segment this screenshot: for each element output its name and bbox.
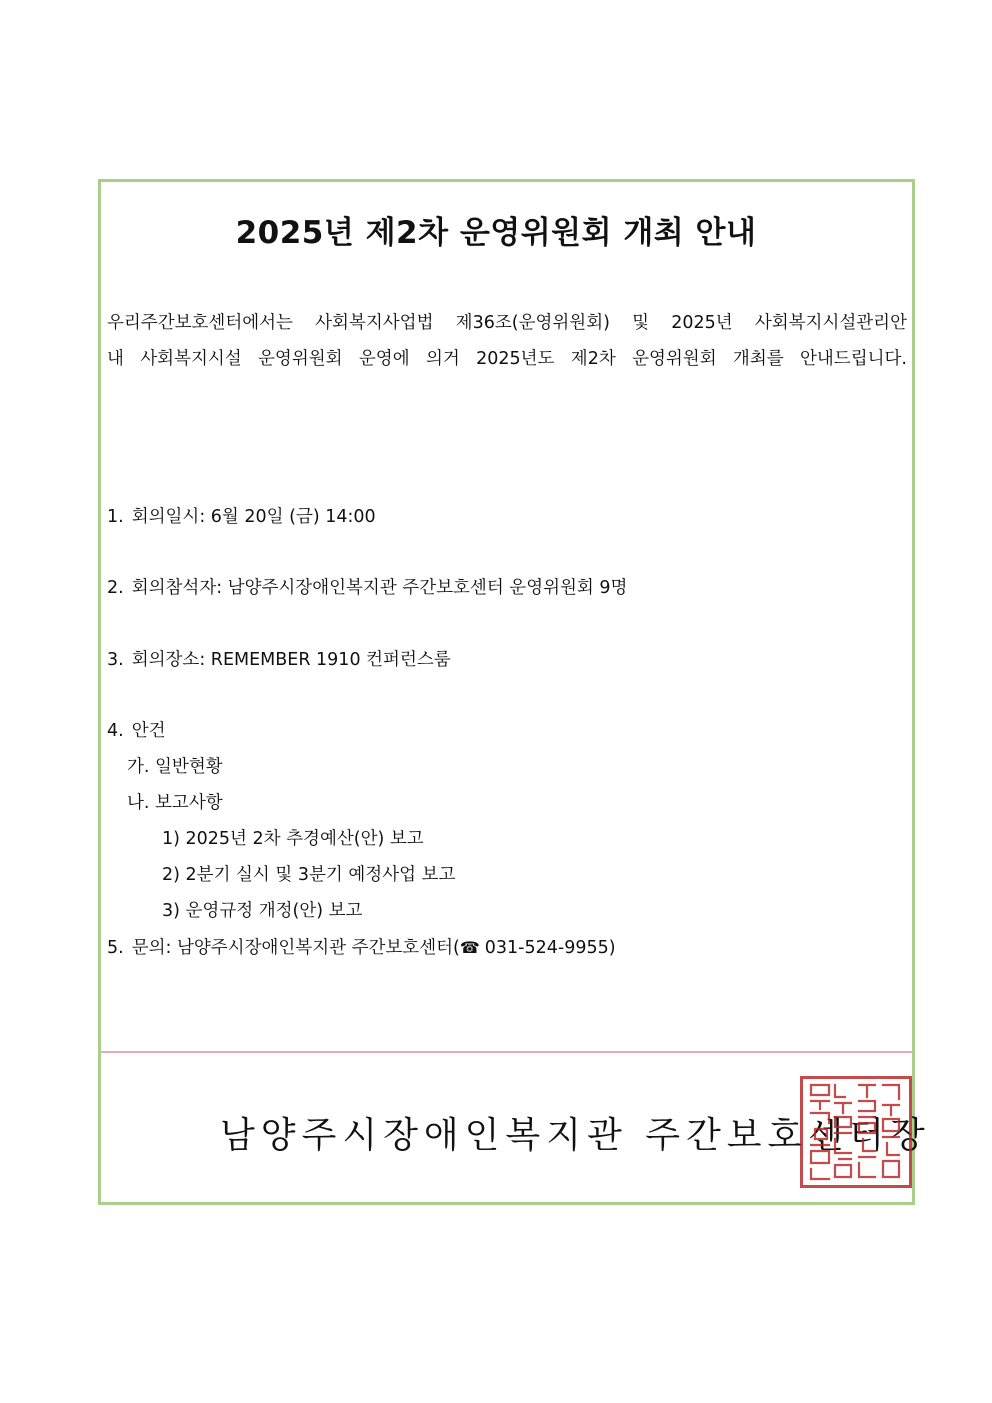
signature-divider [101, 1051, 912, 1053]
intro-line-2: 내 사회복지시설 운영위원회 운영에 의거 2025년도 제2차 운영위원회 개최를 안내드립니다. [107, 349, 907, 369]
seal-icon [803, 1079, 909, 1185]
signature-line: 남양주시장애인복지관 주간보호센터장 [220, 1115, 931, 1156]
document-title: 2025년 제2차 운영위원회 개최 안내 [235, 215, 757, 251]
phone-icon: ☎ [459, 938, 480, 957]
agenda-reports: 나. 보고사항 [127, 793, 223, 813]
item-text: 안건 [131, 721, 166, 741]
item-number: 4. [107, 721, 124, 741]
item-number: 1. [107, 507, 124, 527]
report-item-2: 2) 2분기 실시 및 3분기 예정사업 보고 [162, 865, 456, 885]
report-item-3: 3) 운영규정 개정(안) 보고 [162, 901, 363, 921]
item-number: 5. [107, 938, 124, 958]
item-inquiry [107, 934, 616, 959]
official-seal [800, 1076, 912, 1188]
intro-paragraph [107, 305, 907, 377]
phone-number: 031-524-9955 [484, 938, 609, 958]
item-attendees [107, 574, 627, 599]
item-number: 3. [107, 650, 124, 670]
item-meeting-date [107, 503, 376, 528]
item-text: 회의참석자: 남양주시장애인복지관 주간보호센터 운영위원회 9명 [131, 578, 628, 598]
agenda-general-status: 가. 일반현황 [127, 757, 223, 777]
report-item-1: 1) 2025년 2차 추경예산(안) 보고 [162, 829, 424, 849]
inquiry-label: 문의: 남양주시장애인복지관 주간보호센터( [131, 938, 460, 958]
item-venue [107, 646, 451, 671]
item-agenda [107, 717, 166, 742]
intro-line-1: 우리주간보호센터에서는 사회복지사업법 제36조(운영위원회) 및 2025년 사회복지시설관리안 [107, 313, 907, 333]
item-text: 회의장소: REMEMBER 1910 컨퍼런스룸 [131, 650, 451, 670]
inquiry-close: ) [608, 938, 616, 958]
item-text: 회의일시: 6월 20일 (금) 14:00 [131, 507, 376, 527]
item-number: 2. [107, 578, 124, 598]
